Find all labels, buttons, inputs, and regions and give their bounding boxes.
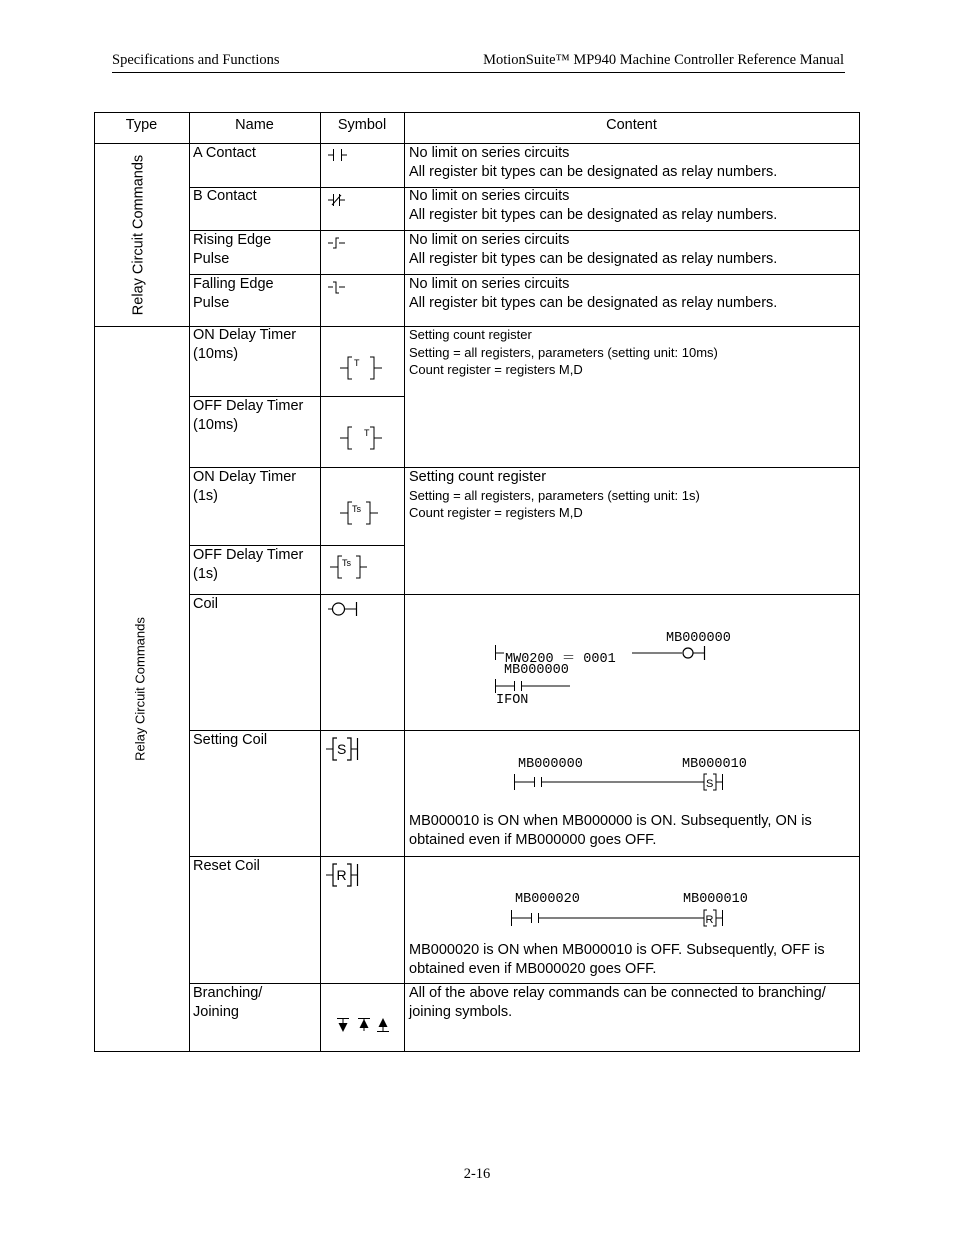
coil-letter: R xyxy=(705,914,714,926)
ladder-lines xyxy=(404,595,859,730)
on-delay-timer-1s-icon xyxy=(340,501,384,525)
content-text xyxy=(409,275,857,312)
content-text xyxy=(409,326,857,379)
timer-label: T xyxy=(354,358,360,368)
type-label: Relay Circuit Commands xyxy=(132,617,148,761)
relay-label: MB000000 xyxy=(666,631,731,646)
timer-label: T xyxy=(364,428,370,438)
ladder-lines xyxy=(404,731,859,801)
content-line: Setting = all registers, parameters (setting unit: 10ms) xyxy=(409,344,718,360)
on-delay-timer-10ms-icon xyxy=(340,356,384,380)
content-line: All register bit types can be designated as relay numbers. xyxy=(409,294,778,311)
command-name: Setting Coil xyxy=(193,732,268,748)
command-name: A Contact xyxy=(193,145,256,161)
reset-coil-ladder-diagram xyxy=(404,857,859,927)
relay-label: MB000020 xyxy=(515,892,580,907)
off-delay-timer-10ms-icon xyxy=(340,426,384,450)
grid-line xyxy=(94,112,95,1052)
coil-icon xyxy=(328,601,360,617)
content-line: No limit on series circuits xyxy=(409,188,570,204)
content-line: All register bit types can be designated as relay numbers. xyxy=(409,163,778,180)
content-text xyxy=(409,144,857,181)
timer-label: Ts xyxy=(342,558,351,568)
command-name: OFF Delay Timer (1s) xyxy=(193,547,304,582)
relay-label: MB000010 xyxy=(683,892,748,907)
command-name: Branching/ Joining xyxy=(193,985,263,1020)
content-text: MB000010 is ON when MB000000 is ON. Subsequently, ON is obtained even if MB000000 goes OFF. xyxy=(409,813,812,848)
b-contact-icon xyxy=(328,193,350,207)
off-delay-timer-1s-icon xyxy=(330,555,370,579)
command-name: ON Delay Timer (1s) xyxy=(193,469,297,504)
content-text: MB000020 is ON when MB000010 is OFF. Subsequently, OFF is obtained even if MB000020 goes OFF. xyxy=(409,942,825,977)
content-line: Setting count register xyxy=(409,327,532,342)
command-name: Coil xyxy=(193,596,218,612)
page-number: 2-16 xyxy=(463,1166,491,1182)
content-line: No limit on series circuits xyxy=(409,145,570,161)
command-name: OFF Delay Timer (10ms) xyxy=(193,398,304,433)
content-text xyxy=(409,187,857,224)
branch-join-icon xyxy=(336,1017,390,1033)
type-label: Relay Circuit Commands xyxy=(130,154,147,316)
command-name: B Contact xyxy=(193,188,257,204)
column-header-type: Type xyxy=(125,117,158,133)
running-header-left: Specifications and Functions xyxy=(112,52,280,68)
grid-line xyxy=(189,112,190,1052)
relay-label: MB000000 xyxy=(518,757,583,772)
falling-edge-icon xyxy=(328,280,350,296)
running-header-right: MotionSuite™ MP940 Machine Controller Reference Manual xyxy=(483,52,844,68)
relay-label: MB000010 xyxy=(682,757,747,772)
coil-letter: S xyxy=(337,741,347,757)
column-header-content: Content xyxy=(606,117,657,133)
header-rule xyxy=(112,72,845,73)
relay-commands-table xyxy=(94,112,860,1052)
ladder-lines xyxy=(404,857,859,927)
set-coil-icon xyxy=(326,737,366,761)
command-name: ON Delay Timer (10ms) xyxy=(193,327,297,362)
content-line: Count register = registers M,D xyxy=(409,362,583,377)
content-line: No limit on series circuits xyxy=(409,276,570,292)
content-line: Setting = all registers, parameters (setting unit: 1s) xyxy=(409,487,700,503)
content-text: All of the above relay commands can be connected to branching/ joining symbols. xyxy=(409,985,826,1020)
reset-coil-icon xyxy=(326,863,366,887)
rising-edge-icon xyxy=(328,236,350,250)
timer-label: Ts xyxy=(352,504,361,514)
content-text xyxy=(409,468,857,522)
content-line: Count register = registers M,D xyxy=(409,505,583,520)
compare-expression: MW0200 ＝ 0001 xyxy=(505,652,616,667)
relay-label: IFON xyxy=(496,693,529,708)
content-line: Setting count register xyxy=(409,469,547,485)
column-header-symbol: Symbol xyxy=(337,117,387,133)
a-contact-icon xyxy=(328,148,350,162)
command-name: Rising Edge Pulse xyxy=(193,232,272,267)
content-line: No limit on series circuits xyxy=(409,232,570,248)
grid-line xyxy=(859,112,860,1052)
coil-ladder-diagram xyxy=(404,595,859,730)
coil-letter: R xyxy=(336,867,347,883)
command-name: Falling Edge Pulse xyxy=(193,276,274,311)
content-text xyxy=(409,231,857,268)
grid-line xyxy=(94,112,860,113)
content-line: All register bit types can be designated as relay numbers. xyxy=(409,206,778,223)
grid-line xyxy=(320,112,321,1052)
set-coil-ladder-diagram xyxy=(404,731,859,801)
content-line: All register bit types can be designated as relay numbers. xyxy=(409,250,778,267)
relay-label: MB000000 xyxy=(504,663,569,678)
command-name: Reset Coil xyxy=(193,858,260,874)
coil-letter: S xyxy=(706,778,714,790)
grid-line xyxy=(94,1051,860,1052)
column-header-name: Name xyxy=(235,117,274,133)
